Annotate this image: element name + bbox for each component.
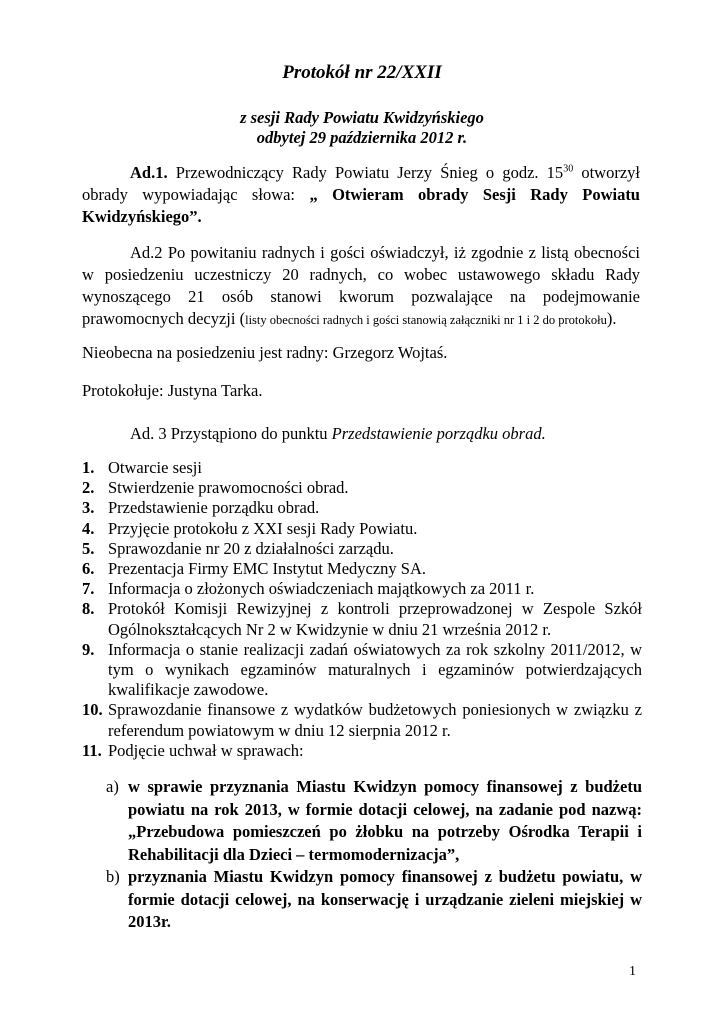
agenda-item — [82, 700, 642, 740]
resolution-letter: a) — [106, 777, 119, 796]
agenda-item-number: 8. — [82, 599, 95, 619]
agenda-list — [82, 458, 642, 761]
agenda-item — [82, 498, 642, 518]
ad1-text-before: Przewodniczący Rady Powiatu Jerzy Śnieg o godz. 15 — [167, 163, 564, 182]
subtitle-line-1: z sesji Rady Powiatu Kwidzyńskiego — [240, 108, 484, 127]
ad1-label: Ad.1. — [130, 163, 168, 182]
agenda-item-text: Przedstawienie porządku obrad. — [108, 498, 320, 518]
agenda-item — [82, 599, 642, 639]
agenda-item-text: Informacja o stanie realizacji zadań oświatowych za rok szkolny 2011/2012, w tym o wynikach egzaminów maturalnych i egzaminów potwierdzających kwalifikacje zawodowe. — [108, 639, 642, 700]
agenda-item — [82, 458, 642, 478]
resolution-text: przyznania Miastu Kwidzyn pomocy finansowej z budżetu powiatu, w formie dotacji celowej, na konserwację i urządzanie zieleni miejskiej w 2013r. — [128, 867, 642, 931]
agenda-item-number: 6. — [82, 559, 95, 579]
agenda-item-number: 4. — [82, 518, 95, 538]
ad1-text-after: otworzył obrady wypowiadając słowa: — [82, 163, 640, 204]
ad1-paragraph — [82, 162, 640, 228]
ad2-paragraph — [82, 242, 640, 331]
ad3-italic: Przedstawienie porządku obrad. — [331, 424, 546, 443]
agenda-item-text: Stwierdzenie prawomocności obrad. — [108, 478, 349, 498]
resolutions-list — [106, 776, 642, 934]
agenda-item-text: Protokół Komisji Rewizyjnej z kontroli przeprowadzonej w Zespole Szkół Ogólnokształcących Nr 2 w Kwidzynie w dniu 21 września 2012 r. — [108, 599, 642, 639]
page-number: 1 — [629, 964, 636, 979]
subtitle-line-2: odbytej 29 października 2012 r. — [256, 128, 468, 147]
document-title: Protokół nr 22/XXII — [282, 62, 442, 83]
protocol-author: Protokołuje: Justyna Tarka. — [82, 381, 263, 400]
ad3-text: Ad. 3 Przystąpiono do punktu — [130, 424, 332, 443]
resolution-text: w sprawie przyznania Miastu Kwidzyn pomocy finansowej z budżetu powiatu na rok 2013, w formie dotacji celowej, na zadanie pod nazwą: „Przebudowa pomieszczeń po żłobku na potrzeby Ośrodka Terapii i Rehabilitacji dla Dzieci – termomodernizacja”, — [128, 777, 642, 864]
agenda-item-text: Sprawozdanie nr 20 z działalności zarządu. — [108, 538, 394, 558]
agenda-item — [82, 478, 642, 498]
agenda-item-number: 1. — [82, 458, 95, 477]
agenda-item-number: 11. — [82, 740, 102, 760]
ad2-close: ). — [606, 309, 617, 328]
ad2-text: Ad.2 Po powitaniu radnych i gości oświadczył, iż zgodnie z listą obecności w posiedzeniu uczestniczy 20 radnych, co wobec ustawowego składu Rady wynoszącego 21 osób stanowi kworum pozwalające na podejmowanie prawomocnych decyzji ( — [82, 243, 640, 328]
resolution-item — [106, 776, 642, 866]
agenda-item-number: 7. — [82, 579, 95, 599]
ad1-quote: „ Otwieram obrady Sesji Rady Powiatu Kwidzyńskiego”. — [82, 185, 640, 226]
ad3-paragraph — [82, 423, 640, 445]
agenda-item-number: 9. — [82, 639, 95, 659]
agenda-item — [82, 741, 642, 761]
agenda-item-number: 3. — [82, 498, 95, 518]
agenda-item — [82, 519, 642, 539]
absent-note: Nieobecna na posiedzeniu jest radny: Grzegorz Wojtaś. — [82, 343, 448, 362]
agenda-item — [82, 539, 642, 559]
agenda-item-number: 5. — [82, 538, 95, 558]
agenda-item — [82, 640, 642, 701]
agenda-item-text: Przyjęcie protokołu z XXI sesji Rady Powiatu. — [108, 518, 418, 538]
agenda-item-text: Prezentacja Firmy EMC Instytut Medyczny SA. — [108, 559, 427, 579]
resolution-item — [106, 866, 642, 934]
agenda-item-text: Informacja o złożonych oświadczeniach majątkowych za 2011 r. — [108, 579, 535, 599]
agenda-item-text: Sprawozdanie finansowe z wydatków budżetowych poniesionych w związku z referendum powiatowym w dniu 12 sierpnia 2012 r. — [108, 700, 642, 740]
agenda-item — [82, 579, 642, 599]
agenda-item-number: 10. — [82, 700, 103, 720]
agenda-item-text: Otwarcie sesji — [108, 458, 202, 477]
agenda-item-text: Podjęcie uchwał w sprawach: — [108, 740, 304, 760]
resolution-letter: b) — [106, 867, 120, 886]
ad2-small-note: listy obecności radnych i gości stanowią załączniki nr 1 i 2 do protokołu — [245, 313, 607, 327]
agenda-item — [82, 559, 642, 579]
agenda-item-number: 2. — [82, 478, 95, 498]
ad1-time-sup: 30 — [563, 163, 574, 175]
